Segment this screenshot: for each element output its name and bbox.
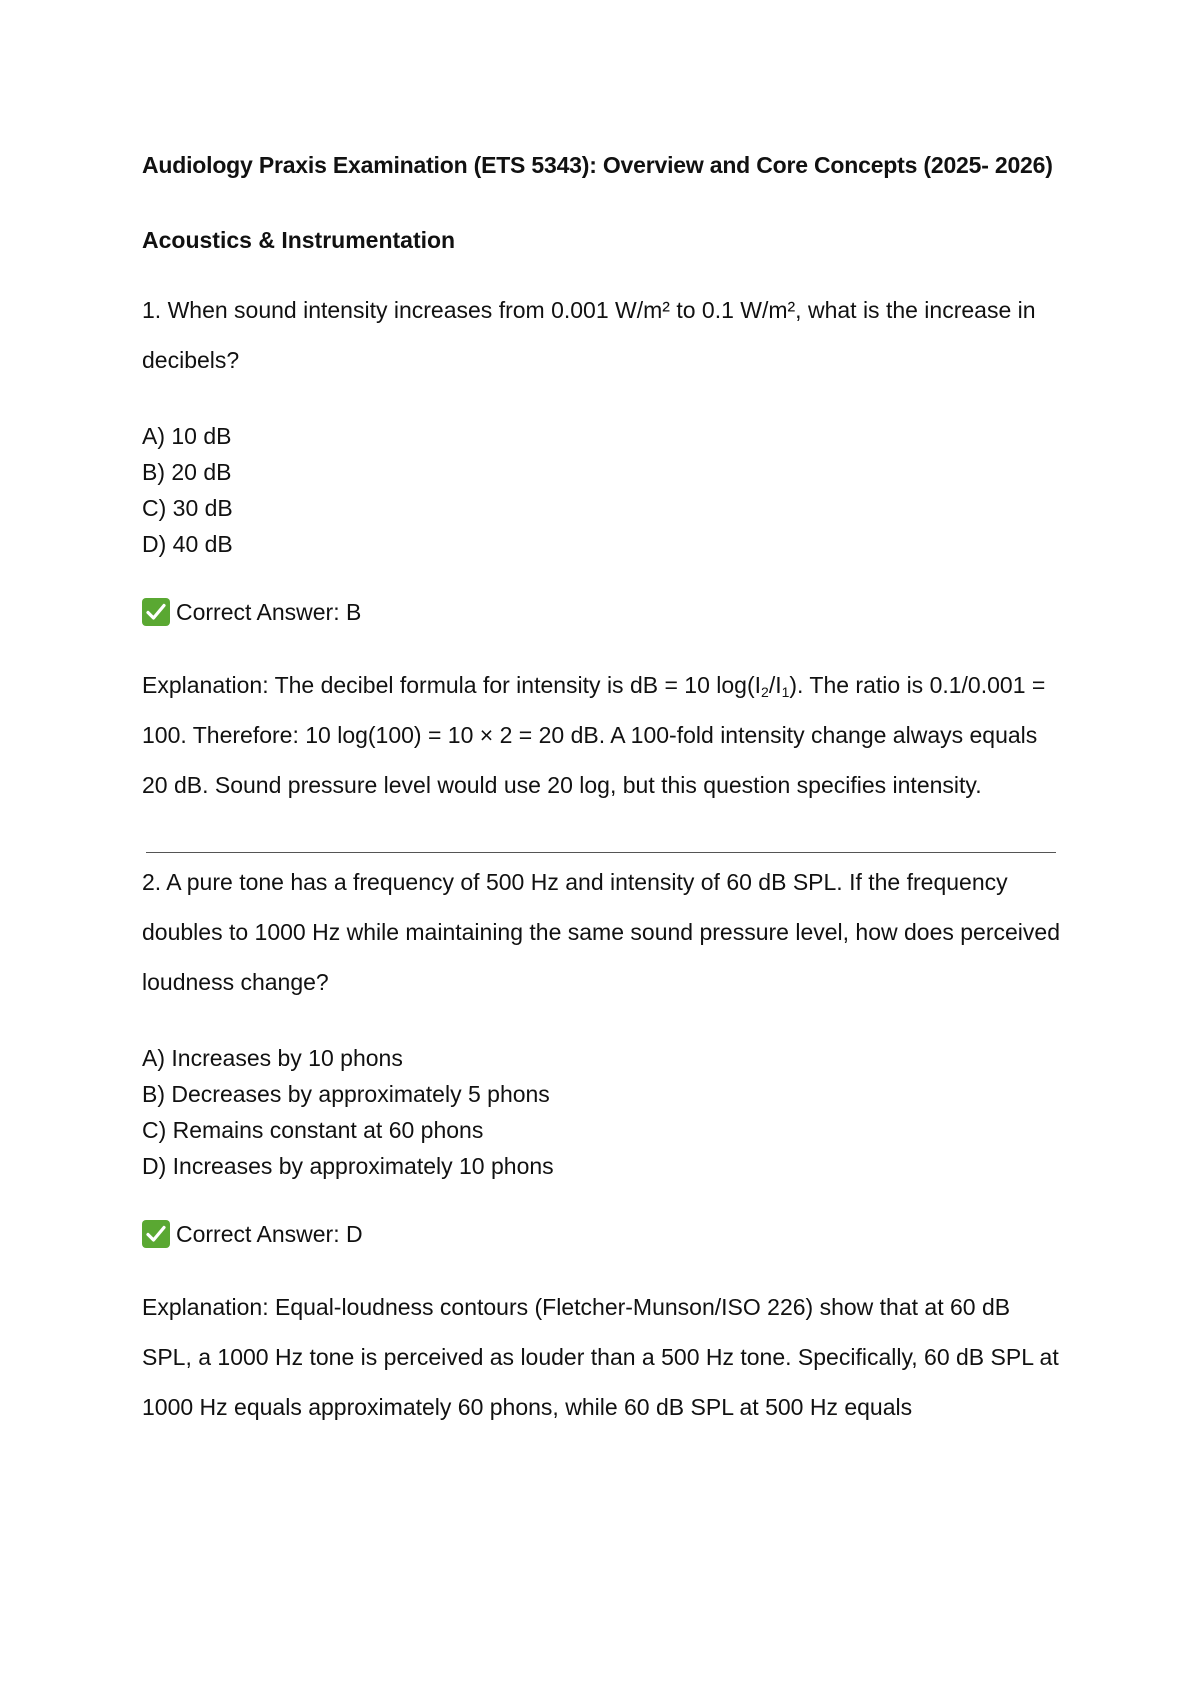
document-page	[142, 150, 1062, 1432]
correct-answer	[142, 1216, 1062, 1252]
section-divider	[146, 852, 1056, 853]
option-d: D) 40 dB	[142, 531, 233, 557]
question-block-1	[142, 285, 1062, 810]
option-c: C) 30 dB	[142, 495, 233, 521]
explanation-text: Explanation: Equal-loudness contours (Fletcher-Munson/ISO 226) show that at 60 dB SPL, a 1000 Hz tone is perceived as louder than a 500 Hz tone. Specifically, 60 dB SPL at 1000 Hz equals approximately 60 phons, while 60 dB SPL at 500 Hz equals	[142, 1294, 1059, 1420]
question-prompt: 1. When sound intensity increases from 0.001 W/m² to 0.1 W/m², what is the increase in decibels?	[142, 297, 1036, 373]
option-b: B) 20 dB	[142, 459, 232, 485]
explanation-text	[142, 660, 1062, 810]
explanation-part: Explanation: The decibel formula for intensity is dB = 10 log(I	[142, 672, 762, 698]
document-title: Audiology Praxis Examination (ETS 5343): Overview and Core Concepts (2025- 2026)	[142, 152, 1053, 178]
subscript: 2	[761, 684, 769, 700]
option-b: B) Decreases by approximately 5 phons	[142, 1081, 550, 1107]
correct-answer-text: Correct Answer: D	[176, 1221, 363, 1247]
option-a: A) Increases by 10 phons	[142, 1045, 403, 1071]
check-mark-icon	[142, 598, 170, 626]
section-heading: Acoustics & Instrumentation	[142, 227, 456, 253]
question-block-2	[142, 857, 1062, 1432]
explanation-part: ). The ratio is 0.1/0.001 = 100. Therefore: 10 log(100) = 10 × 2 = 20 dB. A 100-fold intensity change always equals 20 dB. Sound pressure level would use 20 log, but this question specifies intensity.	[142, 672, 1046, 798]
explanation-part: /I	[768, 672, 782, 698]
option-d: D) Increases by approximately 10 phons	[142, 1153, 554, 1179]
option-list	[142, 418, 1062, 562]
correct-answer-text: Correct Answer: B	[176, 599, 362, 625]
option-list	[142, 1040, 1062, 1184]
option-c: C) Remains constant at 60 phons	[142, 1117, 484, 1143]
question-prompt: 2. A pure tone has a frequency of 500 Hz and intensity of 60 dB SPL. If the frequency doubles to 1000 Hz while maintaining the same sound pressure level, how does perceived loudness change?	[142, 869, 1060, 995]
subscript: 1	[781, 684, 790, 700]
option-a: A) 10 dB	[142, 423, 232, 449]
correct-answer	[142, 594, 1062, 630]
check-mark-icon	[142, 1220, 170, 1248]
